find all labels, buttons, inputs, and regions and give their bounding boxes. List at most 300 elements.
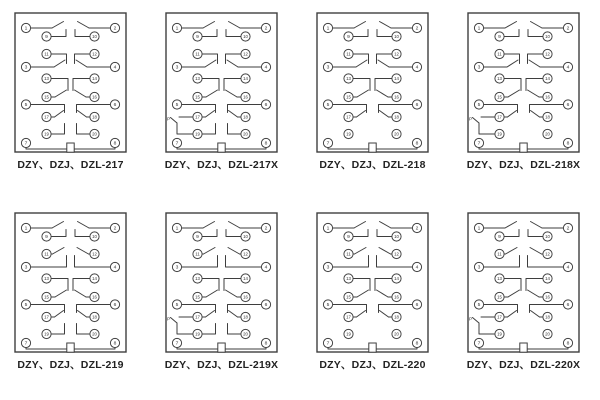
terminal-wiring-diagram [467, 212, 580, 353]
svg-text:19: 19 [497, 131, 502, 137]
terminal-1 [172, 23, 181, 32]
svg-text:9: 9 [45, 35, 48, 41]
terminal-18 [543, 312, 552, 321]
terminal-18 [241, 112, 250, 121]
relay-panel-6 [164, 212, 279, 371]
svg-text:17: 17 [346, 114, 351, 120]
relay-panel-3 [316, 12, 429, 171]
terminal-wiring-diagram [165, 212, 278, 353]
relay-panel-5 [14, 212, 127, 371]
svg-text:6: 6 [113, 103, 117, 109]
terminal-18 [543, 112, 552, 121]
terminal-4 [412, 62, 421, 71]
svg-text:1: 1 [326, 26, 330, 32]
svg-text:8: 8 [264, 141, 268, 147]
svg-text:13: 13 [497, 276, 502, 282]
terminal-6 [261, 300, 270, 309]
terminal-2 [261, 223, 270, 232]
terminal-8 [110, 338, 119, 347]
relay-panel-7 [316, 212, 429, 371]
svg-text:20: 20 [92, 131, 97, 137]
svg-text:18: 18 [92, 114, 97, 120]
terminal-12 [241, 49, 250, 58]
terminal-6 [563, 100, 572, 109]
svg-text:4: 4 [113, 65, 117, 71]
terminal-15 [42, 292, 51, 301]
terminal-13 [42, 74, 51, 83]
terminal-13 [344, 274, 353, 283]
terminal-12 [241, 249, 250, 258]
terminal-17 [42, 112, 51, 121]
terminal-17 [495, 112, 504, 121]
svg-text:5: 5 [175, 103, 179, 109]
terminal-9 [495, 232, 504, 241]
svg-text:4: 4 [113, 265, 117, 271]
svg-text:10: 10 [394, 34, 399, 40]
terminal-4 [412, 262, 421, 271]
terminal-13 [495, 74, 504, 83]
svg-text:4: 4 [415, 265, 419, 271]
panel-model-label: DZY、DZJ、DZL-218 [319, 159, 426, 171]
svg-text:14: 14 [243, 76, 248, 82]
panel-model-label: DZY、DZJ、DZL-219 [17, 359, 124, 371]
svg-text:17: 17 [195, 114, 200, 120]
terminal-3 [21, 262, 30, 271]
svg-text:16: 16 [545, 94, 550, 100]
terminal-4 [563, 262, 572, 271]
svg-text:12: 12 [243, 51, 248, 57]
terminal-6 [563, 300, 572, 309]
svg-text:15: 15 [497, 94, 502, 100]
svg-text:8: 8 [264, 341, 268, 347]
svg-text:16: 16 [394, 294, 399, 300]
terminal-19 [495, 129, 504, 138]
svg-text:2: 2 [415, 26, 419, 32]
svg-text:11: 11 [346, 51, 351, 57]
terminal-7 [323, 138, 332, 147]
p-contact-label: P [167, 317, 171, 323]
svg-text:6: 6 [113, 303, 117, 309]
terminal-19 [193, 329, 202, 338]
svg-text:18: 18 [394, 314, 399, 320]
terminal-3 [172, 62, 181, 71]
svg-text:16: 16 [545, 294, 550, 300]
terminal-5 [474, 100, 483, 109]
svg-text:19: 19 [346, 131, 351, 137]
terminal-12 [392, 249, 401, 258]
terminal-15 [193, 92, 202, 101]
svg-text:20: 20 [92, 331, 97, 337]
terminal-2 [110, 223, 119, 232]
terminal-20 [90, 329, 99, 338]
svg-text:6: 6 [415, 103, 419, 109]
terminal-5 [474, 300, 483, 309]
svg-text:3: 3 [24, 265, 28, 271]
svg-text:5: 5 [24, 103, 28, 109]
svg-text:17: 17 [346, 314, 351, 320]
terminal-15 [344, 92, 353, 101]
svg-text:12: 12 [545, 251, 550, 257]
terminal-7 [474, 138, 483, 147]
svg-text:18: 18 [545, 114, 550, 120]
svg-text:14: 14 [92, 76, 97, 82]
terminal-18 [90, 312, 99, 321]
svg-text:2: 2 [566, 226, 570, 232]
svg-text:2: 2 [113, 26, 117, 32]
terminal-8 [412, 138, 421, 147]
terminal-1 [21, 223, 30, 232]
svg-text:15: 15 [195, 294, 200, 300]
relay-panel-8 [466, 212, 581, 371]
svg-text:7: 7 [24, 341, 28, 347]
terminal-13 [42, 274, 51, 283]
terminal-6 [110, 100, 119, 109]
svg-text:10: 10 [243, 34, 248, 40]
svg-text:1: 1 [175, 226, 179, 232]
svg-text:17: 17 [44, 114, 49, 120]
terminal-20 [543, 129, 552, 138]
svg-text:16: 16 [92, 294, 97, 300]
svg-text:14: 14 [92, 276, 97, 282]
svg-text:11: 11 [44, 51, 49, 57]
terminal-12 [90, 249, 99, 258]
terminal-11 [193, 49, 202, 58]
svg-text:14: 14 [243, 276, 248, 282]
svg-text:5: 5 [326, 303, 330, 309]
terminal-4 [261, 62, 270, 71]
svg-text:3: 3 [175, 265, 179, 271]
terminal-4 [110, 262, 119, 271]
terminal-19 [42, 129, 51, 138]
terminal-2 [110, 23, 119, 32]
terminal-19 [495, 329, 504, 338]
svg-text:9: 9 [498, 235, 501, 241]
terminal-16 [543, 92, 552, 101]
terminal-9 [344, 32, 353, 41]
terminal-12 [392, 49, 401, 58]
svg-text:18: 18 [243, 314, 248, 320]
terminal-14 [392, 74, 401, 83]
terminal-12 [90, 49, 99, 58]
svg-text:19: 19 [195, 131, 200, 137]
terminal-17 [344, 112, 353, 121]
terminal-11 [344, 49, 353, 58]
terminal-1 [474, 23, 483, 32]
svg-text:7: 7 [24, 141, 28, 147]
panel-model-label: DZY、DZJ、DZL-220 [319, 359, 426, 371]
svg-text:15: 15 [346, 294, 351, 300]
keying-notch [218, 143, 225, 152]
terminal-14 [90, 274, 99, 283]
svg-text:4: 4 [566, 65, 570, 71]
svg-text:17: 17 [44, 314, 49, 320]
svg-text:12: 12 [92, 251, 97, 257]
svg-text:14: 14 [545, 276, 550, 282]
svg-text:1: 1 [175, 26, 179, 32]
svg-text:7: 7 [175, 341, 179, 347]
svg-text:15: 15 [44, 294, 49, 300]
panel-model-label: DZY、DZJ、DZL-219X [164, 359, 279, 371]
terminal-3 [21, 62, 30, 71]
svg-text:11: 11 [346, 251, 351, 257]
svg-text:10: 10 [243, 234, 248, 240]
terminal-15 [495, 92, 504, 101]
svg-text:8: 8 [566, 141, 570, 147]
terminal-9 [42, 32, 51, 41]
terminal-18 [241, 312, 250, 321]
terminal-11 [42, 249, 51, 258]
svg-text:13: 13 [346, 76, 351, 82]
svg-text:13: 13 [195, 76, 200, 82]
svg-text:17: 17 [497, 114, 502, 120]
svg-text:9: 9 [347, 35, 350, 41]
terminal-15 [495, 292, 504, 301]
svg-text:1: 1 [24, 226, 28, 232]
svg-text:6: 6 [566, 103, 570, 109]
terminal-12 [543, 249, 552, 258]
svg-text:20: 20 [394, 331, 399, 337]
svg-text:19: 19 [497, 331, 502, 337]
terminal-15 [193, 292, 202, 301]
terminal-4 [261, 262, 270, 271]
svg-text:7: 7 [477, 341, 481, 347]
terminal-20 [392, 129, 401, 138]
svg-text:19: 19 [44, 331, 49, 337]
svg-text:8: 8 [113, 141, 117, 147]
svg-text:10: 10 [394, 234, 399, 240]
terminal-wiring-diagram [14, 212, 127, 353]
terminal-1 [323, 23, 332, 32]
svg-text:10: 10 [545, 234, 550, 240]
p-contact-label: P [167, 117, 171, 123]
svg-text:18: 18 [394, 114, 399, 120]
svg-text:9: 9 [347, 235, 350, 241]
terminal-6 [261, 100, 270, 109]
svg-text:16: 16 [92, 94, 97, 100]
terminal-14 [543, 274, 552, 283]
relay-panel-4 [466, 12, 581, 171]
terminal-2 [412, 23, 421, 32]
svg-text:18: 18 [545, 314, 550, 320]
svg-text:5: 5 [175, 303, 179, 309]
terminal-8 [563, 338, 572, 347]
terminal-16 [543, 292, 552, 301]
terminal-11 [495, 49, 504, 58]
p-contact-label: P [469, 117, 473, 123]
svg-text:5: 5 [24, 303, 28, 309]
terminal-wiring-diagram [14, 12, 127, 153]
svg-text:7: 7 [175, 141, 179, 147]
terminal-6 [412, 100, 421, 109]
terminal-15 [344, 292, 353, 301]
terminal-1 [474, 223, 483, 232]
terminal-17 [193, 112, 202, 121]
terminal-20 [392, 329, 401, 338]
terminal-19 [344, 129, 353, 138]
terminal-12 [543, 49, 552, 58]
terminal-15 [42, 92, 51, 101]
svg-text:7: 7 [477, 141, 481, 147]
keying-notch [520, 343, 527, 352]
terminal-9 [42, 232, 51, 241]
relay-panel-2 [164, 12, 279, 171]
keying-notch [67, 343, 74, 352]
svg-text:2: 2 [264, 26, 268, 32]
svg-text:4: 4 [566, 265, 570, 271]
svg-text:1: 1 [477, 226, 481, 232]
terminal-14 [241, 74, 250, 83]
svg-text:7: 7 [326, 341, 330, 347]
terminal-10 [241, 232, 250, 241]
keying-notch [218, 343, 225, 352]
svg-text:12: 12 [394, 251, 399, 257]
terminal-10 [90, 32, 99, 41]
svg-text:8: 8 [566, 341, 570, 347]
terminal-10 [392, 32, 401, 41]
svg-text:4: 4 [264, 265, 268, 271]
terminal-6 [110, 300, 119, 309]
terminal-20 [241, 129, 250, 138]
terminal-8 [110, 138, 119, 147]
terminal-wiring-diagram [467, 12, 580, 153]
svg-text:20: 20 [545, 331, 550, 337]
svg-text:17: 17 [195, 314, 200, 320]
svg-text:2: 2 [264, 226, 268, 232]
keying-notch [67, 143, 74, 152]
panel-model-label: DZY、DZJ、DZL-217 [17, 159, 124, 171]
terminal-9 [193, 232, 202, 241]
terminal-7 [474, 338, 483, 347]
svg-text:1: 1 [477, 26, 481, 32]
terminal-2 [412, 223, 421, 232]
relay-panel-1 [14, 12, 127, 171]
terminal-14 [543, 74, 552, 83]
terminal-3 [474, 262, 483, 271]
terminal-16 [90, 92, 99, 101]
svg-text:10: 10 [92, 34, 97, 40]
svg-text:2: 2 [415, 226, 419, 232]
terminal-2 [563, 223, 572, 232]
svg-text:4: 4 [415, 65, 419, 71]
svg-text:5: 5 [477, 103, 481, 109]
terminal-19 [42, 329, 51, 338]
terminal-11 [495, 249, 504, 258]
svg-text:11: 11 [195, 251, 200, 257]
svg-text:20: 20 [243, 131, 248, 137]
terminal-5 [172, 300, 181, 309]
svg-text:13: 13 [346, 276, 351, 282]
svg-text:13: 13 [44, 76, 49, 82]
terminal-wiring-diagram [316, 212, 429, 353]
terminal-11 [42, 49, 51, 58]
terminal-14 [392, 274, 401, 283]
svg-text:3: 3 [24, 65, 28, 71]
keying-notch [369, 343, 376, 352]
terminal-7 [21, 338, 30, 347]
terminal-wiring-diagram [165, 12, 278, 153]
svg-text:10: 10 [92, 234, 97, 240]
terminal-2 [563, 23, 572, 32]
svg-text:1: 1 [24, 26, 28, 32]
svg-text:13: 13 [195, 276, 200, 282]
svg-text:13: 13 [44, 276, 49, 282]
terminal-wiring-diagram [316, 12, 429, 153]
terminal-13 [495, 274, 504, 283]
terminal-1 [21, 23, 30, 32]
svg-text:8: 8 [415, 141, 419, 147]
terminal-7 [172, 338, 181, 347]
svg-text:3: 3 [175, 65, 179, 71]
svg-text:3: 3 [326, 65, 330, 71]
terminal-3 [323, 62, 332, 71]
terminal-20 [543, 329, 552, 338]
terminal-10 [90, 232, 99, 241]
terminal-4 [110, 62, 119, 71]
terminal-20 [241, 329, 250, 338]
svg-text:18: 18 [92, 314, 97, 320]
terminal-17 [495, 312, 504, 321]
svg-text:11: 11 [497, 251, 502, 257]
terminal-2 [261, 23, 270, 32]
terminal-17 [193, 312, 202, 321]
svg-text:15: 15 [195, 94, 200, 100]
keying-notch [520, 143, 527, 152]
svg-text:7: 7 [326, 141, 330, 147]
svg-text:3: 3 [477, 65, 481, 71]
terminal-4 [563, 62, 572, 71]
svg-text:20: 20 [394, 131, 399, 137]
terminal-5 [21, 100, 30, 109]
svg-text:6: 6 [264, 303, 268, 309]
terminal-13 [193, 274, 202, 283]
panel-model-label: DZY、DZJ、DZL-217X [164, 159, 279, 171]
svg-text:8: 8 [113, 341, 117, 347]
terminal-8 [412, 338, 421, 347]
terminal-19 [193, 129, 202, 138]
terminal-1 [172, 223, 181, 232]
svg-text:2: 2 [566, 26, 570, 32]
svg-text:8: 8 [415, 341, 419, 347]
panel-model-label: DZY、DZJ、DZL-218X [466, 159, 581, 171]
svg-text:5: 5 [477, 303, 481, 309]
terminal-5 [172, 100, 181, 109]
terminal-3 [474, 62, 483, 71]
terminal-9 [495, 32, 504, 41]
svg-text:17: 17 [497, 314, 502, 320]
terminal-5 [323, 300, 332, 309]
terminal-10 [241, 32, 250, 41]
svg-text:16: 16 [243, 94, 248, 100]
terminal-3 [172, 262, 181, 271]
terminal-9 [193, 32, 202, 41]
terminal-8 [563, 138, 572, 147]
terminal-7 [172, 138, 181, 147]
svg-text:12: 12 [243, 251, 248, 257]
svg-text:15: 15 [44, 94, 49, 100]
svg-text:14: 14 [394, 76, 399, 82]
svg-text:11: 11 [44, 251, 49, 257]
svg-text:11: 11 [497, 51, 502, 57]
svg-text:15: 15 [346, 94, 351, 100]
terminal-13 [193, 74, 202, 83]
svg-text:3: 3 [477, 265, 481, 271]
svg-text:10: 10 [545, 34, 550, 40]
svg-text:11: 11 [195, 51, 200, 57]
terminal-18 [392, 112, 401, 121]
svg-text:16: 16 [243, 294, 248, 300]
svg-text:13: 13 [497, 76, 502, 82]
svg-text:19: 19 [195, 331, 200, 337]
